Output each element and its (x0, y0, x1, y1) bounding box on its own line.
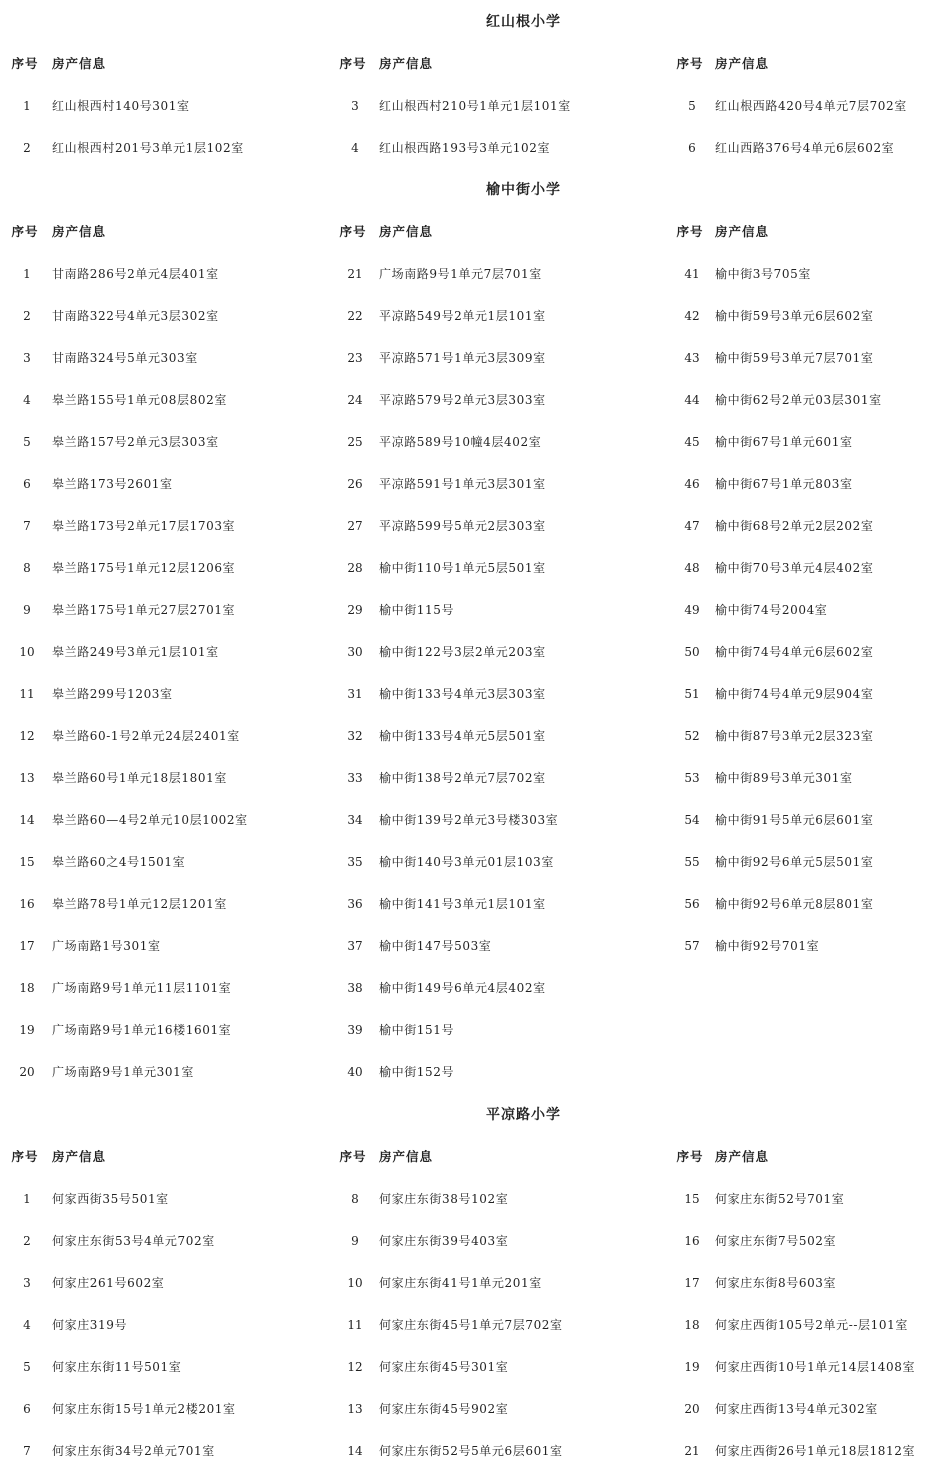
property-info: 皋兰路249号3单元1层101室 (52, 645, 219, 659)
section-title: 红山根小学 (486, 14, 561, 30)
serial-number: 3 (23, 1276, 31, 1290)
serial-number: 13 (347, 1402, 363, 1416)
table-row (0, 768, 937, 788)
header-serial-number: 序号 (339, 56, 367, 71)
property-info: 榆中街89号3单元301室 (715, 771, 853, 785)
table-row (0, 96, 937, 116)
property-info: 榆中街151号 (379, 1023, 455, 1037)
property-info: 何家庄东街45号301室 (379, 1360, 509, 1374)
serial-number: 5 (688, 99, 696, 113)
serial-number: 7 (23, 519, 31, 533)
header-serial-number: 序号 (339, 1149, 367, 1164)
property-info: 榆中街110号1单元5层501室 (379, 561, 546, 575)
serial-number: 36 (347, 897, 363, 911)
serial-number: 50 (684, 645, 700, 659)
serial-number: 41 (684, 267, 700, 281)
property-info: 榆中街70号3单元4层402室 (715, 561, 874, 575)
table-row (0, 1315, 937, 1335)
serial-number: 14 (19, 813, 35, 827)
property-info: 何家庄东街15号1单元2楼201室 (52, 1402, 236, 1416)
table-row (0, 474, 937, 494)
property-info: 何家庄东街8号603室 (715, 1276, 837, 1290)
property-info: 平凉路579号2单元3层303室 (379, 393, 546, 407)
property-info: 榆中街59号3单元7层701室 (715, 351, 874, 365)
serial-number: 24 (347, 393, 363, 407)
property-info: 榆中街92号6单元5层501室 (715, 855, 874, 869)
serial-number: 15 (684, 1192, 700, 1206)
property-info: 平凉路589号10幢4层402室 (379, 435, 542, 449)
serial-number: 2 (23, 309, 31, 323)
property-info: 皋兰路78号1单元12层1201室 (52, 897, 227, 911)
property-info: 广场南路9号1单元16楼1601室 (52, 1023, 232, 1037)
header-serial-number: 序号 (676, 56, 704, 71)
serial-number: 12 (19, 729, 35, 743)
property-info: 皋兰路175号1单元27层2701室 (52, 603, 236, 617)
property-info: 红山西路376号4单元6层602室 (715, 141, 895, 155)
property-info: 何家庄东街45号902室 (379, 1402, 509, 1416)
serial-number: 25 (347, 435, 363, 449)
property-info: 红山根西路193号3单元102室 (379, 141, 551, 155)
property-info: 广场南路9号1单元7层701室 (379, 267, 542, 281)
serial-number: 11 (347, 1318, 363, 1332)
property-info: 榆中街149号6单元4层402室 (379, 981, 546, 995)
serial-number: 1 (23, 1192, 31, 1206)
property-info: 榆中街87号3单元2层323室 (715, 729, 874, 743)
property-info: 榆中街139号2单元3号楼303室 (379, 813, 559, 827)
serial-number: 55 (684, 855, 700, 869)
serial-number: 31 (347, 687, 363, 701)
table-row (0, 558, 937, 578)
property-info: 何家庄东街39号403室 (379, 1234, 509, 1248)
serial-number: 15 (19, 855, 35, 869)
header-property-info: 房产信息 (52, 224, 107, 239)
serial-number: 49 (684, 603, 700, 617)
header-serial-number: 序号 (676, 224, 704, 239)
serial-number: 4 (351, 141, 359, 155)
property-info: 皋兰路173号2601室 (52, 477, 173, 491)
serial-number: 5 (23, 1360, 31, 1374)
serial-number: 11 (19, 687, 35, 701)
serial-number: 51 (684, 687, 700, 701)
serial-number: 45 (684, 435, 700, 449)
property-info: 何家西街35号501室 (52, 1192, 169, 1206)
serial-number: 33 (347, 771, 363, 785)
header-property-info: 房产信息 (715, 56, 770, 71)
header-serial-number: 序号 (11, 56, 39, 71)
table-row (0, 642, 937, 662)
table-row (0, 348, 937, 368)
table-row (0, 138, 937, 158)
property-info: 何家庄东街52号701室 (715, 1192, 845, 1206)
property-info: 何家庄东街38号102室 (379, 1192, 509, 1206)
serial-number: 37 (347, 939, 363, 953)
property-info: 榆中街133号4单元5层501室 (379, 729, 546, 743)
serial-number: 17 (19, 939, 35, 953)
serial-number: 18 (19, 981, 35, 995)
serial-number: 10 (19, 645, 35, 659)
serial-number: 12 (347, 1360, 363, 1374)
property-info: 平凉路549号2单元1层101室 (379, 309, 546, 323)
table-row (0, 1231, 937, 1251)
serial-number: 8 (351, 1192, 359, 1206)
property-info: 榆中街92号701室 (715, 939, 820, 953)
table-row (0, 726, 937, 746)
serial-number: 52 (684, 729, 700, 743)
property-info: 榆中街67号1单元601室 (715, 435, 853, 449)
serial-number: 6 (688, 141, 696, 155)
serial-number: 39 (347, 1023, 363, 1037)
property-info: 平凉路591号1单元3层301室 (379, 477, 546, 491)
serial-number: 47 (684, 519, 700, 533)
header-property-info: 房产信息 (715, 1149, 770, 1164)
serial-number: 48 (684, 561, 700, 575)
serial-number: 1 (23, 99, 31, 113)
property-info: 榆中街152号 (379, 1065, 455, 1079)
serial-number: 21 (347, 267, 363, 281)
serial-number: 57 (684, 939, 700, 953)
table-row (0, 894, 937, 914)
table-header-row (0, 1147, 937, 1167)
property-info: 榆中街133号4单元3层303室 (379, 687, 546, 701)
property-info: 何家庄西街13号4单元302室 (715, 1402, 878, 1416)
property-info: 何家庄东街11号501室 (52, 1360, 182, 1374)
property-info: 皋兰路299号1203室 (52, 687, 173, 701)
property-info: 皋兰路173号2单元17层1703室 (52, 519, 236, 533)
serial-number: 19 (684, 1360, 700, 1374)
serial-number: 9 (351, 1234, 359, 1248)
property-info: 何家庄261号602室 (52, 1276, 165, 1290)
property-info: 皋兰路60—4号2单元10层1002室 (52, 813, 248, 827)
serial-number: 5 (23, 435, 31, 449)
table-row (0, 852, 937, 872)
property-info: 榆中街138号2单元7层702室 (379, 771, 546, 785)
serial-number: 2 (23, 1234, 31, 1248)
property-info: 皋兰路157号2单元3层303室 (52, 435, 219, 449)
property-info: 何家庄东街53号4单元702室 (52, 1234, 215, 1248)
serial-number: 3 (23, 351, 31, 365)
serial-number: 54 (684, 813, 700, 827)
property-info: 甘南路324号5单元303室 (52, 351, 198, 365)
property-info: 皋兰路155号1单元08层802室 (52, 393, 227, 407)
serial-number: 43 (684, 351, 700, 365)
property-info: 皋兰路175号1单元12层1206室 (52, 561, 236, 575)
header-property-info: 房产信息 (379, 224, 434, 239)
serial-number: 30 (347, 645, 363, 659)
serial-number: 22 (347, 309, 363, 323)
property-info: 何家庄东街52号5单元6层601室 (379, 1444, 563, 1458)
property-info: 广场南路9号1单元11层1101室 (52, 981, 232, 995)
table-row (0, 432, 937, 452)
serial-number: 3 (351, 99, 359, 113)
property-info: 榆中街74号4单元6层602室 (715, 645, 874, 659)
property-info: 何家庄东街7号502室 (715, 1234, 837, 1248)
section-title: 榆中街小学 (486, 182, 561, 198)
property-info: 榆中街59号3单元6层602室 (715, 309, 874, 323)
serial-number: 53 (684, 771, 700, 785)
property-info: 红山根西村210号1单元1层101室 (379, 99, 571, 113)
table-row (0, 390, 937, 410)
property-info: 皋兰路60-1号2单元24层2401室 (52, 729, 240, 743)
serial-number: 34 (347, 813, 363, 827)
serial-number: 4 (23, 1318, 31, 1332)
serial-number: 2 (23, 141, 31, 155)
property-info: 何家庄西街26号1单元18层1812室 (715, 1444, 916, 1458)
serial-number: 26 (347, 477, 363, 491)
table-row (0, 516, 937, 536)
property-info: 何家庄319号 (52, 1318, 128, 1332)
serial-number: 21 (684, 1444, 700, 1458)
serial-number: 38 (347, 981, 363, 995)
property-info: 广场南路9号1单元301室 (52, 1065, 194, 1079)
serial-number: 42 (684, 309, 700, 323)
property-info: 榆中街115号 (379, 603, 455, 617)
serial-number: 14 (347, 1444, 363, 1458)
property-info: 榆中街68号2单元2层202室 (715, 519, 874, 533)
serial-number: 10 (347, 1276, 363, 1290)
header-property-info: 房产信息 (379, 1149, 434, 1164)
table-row (0, 810, 937, 830)
serial-number: 1 (23, 267, 31, 281)
serial-number: 32 (347, 729, 363, 743)
property-info: 榆中街92号6单元8层801室 (715, 897, 874, 911)
header-serial-number: 序号 (676, 1149, 704, 1164)
serial-number: 56 (684, 897, 700, 911)
property-info: 红山根西路420号4单元7层702室 (715, 99, 907, 113)
serial-number: 8 (23, 561, 31, 575)
serial-number: 19 (19, 1023, 35, 1037)
table-row (0, 1189, 937, 1209)
table-row (0, 306, 937, 326)
serial-number: 29 (347, 603, 363, 617)
table-row (0, 1062, 937, 1082)
property-info: 榆中街62号2单元03层301室 (715, 393, 882, 407)
table-row (0, 1441, 937, 1461)
property-info: 榆中街147号503室 (379, 939, 492, 953)
section-title: 平凉路小学 (486, 1107, 561, 1123)
property-info: 榆中街74号4单元9层904室 (715, 687, 874, 701)
serial-number: 27 (347, 519, 363, 533)
header-property-info: 房产信息 (715, 224, 770, 239)
table-header-row (0, 54, 937, 74)
property-info: 红山根西村201号3单元1层102室 (52, 141, 244, 155)
property-info: 广场南路1号301室 (52, 939, 161, 953)
table-row (0, 1020, 937, 1040)
serial-number: 18 (684, 1318, 700, 1332)
property-info: 何家庄东街34号2单元701室 (52, 1444, 215, 1458)
table-row (0, 264, 937, 284)
table-row (0, 1399, 937, 1419)
header-property-info: 房产信息 (52, 56, 107, 71)
property-info: 红山根西村140号301室 (52, 99, 190, 113)
header-serial-number: 序号 (11, 1149, 39, 1164)
property-info: 皋兰路60号1单元18层1801室 (52, 771, 227, 785)
table-header-row (0, 222, 937, 242)
property-info: 榆中街91号5单元6层601室 (715, 813, 874, 827)
header-property-info: 房产信息 (379, 56, 434, 71)
header-serial-number: 序号 (11, 224, 39, 239)
property-info: 榆中街140号3单元01层103室 (379, 855, 554, 869)
property-info: 何家庄西街10号1单元14层1408室 (715, 1360, 916, 1374)
property-info: 何家庄西街105号2单元--层101室 (715, 1318, 908, 1332)
serial-number: 7 (23, 1444, 31, 1458)
serial-number: 40 (347, 1065, 363, 1079)
serial-number: 23 (347, 351, 363, 365)
property-info: 榆中街122号3层2单元203室 (379, 645, 546, 659)
serial-number: 28 (347, 561, 363, 575)
serial-number: 17 (684, 1276, 700, 1290)
serial-number: 6 (23, 477, 31, 491)
table-row (0, 684, 937, 704)
table-row (0, 1273, 937, 1293)
table-row (0, 600, 937, 620)
serial-number: 6 (23, 1402, 31, 1416)
property-info: 榆中街67号1单元803室 (715, 477, 853, 491)
header-serial-number: 序号 (339, 224, 367, 239)
serial-number: 9 (23, 603, 31, 617)
table-row (0, 978, 937, 998)
serial-number: 20 (19, 1065, 35, 1079)
property-info: 榆中街141号3单元1层101室 (379, 897, 546, 911)
property-info: 甘南路322号4单元3层302室 (52, 309, 219, 323)
table-row (0, 1357, 937, 1377)
serial-number: 20 (684, 1402, 700, 1416)
property-info: 榆中街74号2004室 (715, 603, 828, 617)
property-info: 何家庄东街45号1单元7层702室 (379, 1318, 563, 1332)
serial-number: 16 (684, 1234, 700, 1248)
serial-number: 46 (684, 477, 700, 491)
serial-number: 44 (684, 393, 700, 407)
property-info: 榆中街3号705室 (715, 267, 811, 281)
property-info: 皋兰路60之4号1501室 (52, 855, 186, 869)
serial-number: 4 (23, 393, 31, 407)
property-info: 何家庄东街41号1单元201室 (379, 1276, 542, 1290)
header-property-info: 房产信息 (52, 1149, 107, 1164)
property-info: 平凉路571号1单元3层309室 (379, 351, 546, 365)
serial-number: 35 (347, 855, 363, 869)
serial-number: 16 (19, 897, 35, 911)
property-info: 平凉路599号5单元2层303室 (379, 519, 546, 533)
table-row (0, 936, 937, 956)
property-info: 甘南路286号2单元4层401室 (52, 267, 219, 281)
serial-number: 13 (19, 771, 35, 785)
